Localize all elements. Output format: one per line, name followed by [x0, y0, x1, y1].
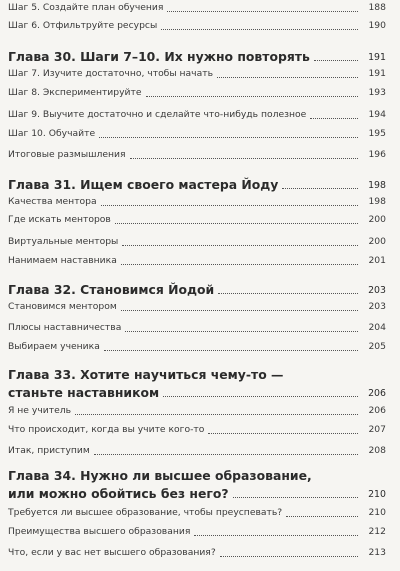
toc-chapter-heading: [8, 49, 386, 64]
toc-entry: [8, 526, 386, 538]
toc-title: Что происходит, когда вы учите кого-то: [8, 424, 205, 435]
toc-title: Итак, приступим: [8, 445, 90, 456]
toc-leader-dots: [218, 293, 358, 294]
toc-page-number: 188: [368, 2, 386, 13]
toc-page-number: 205: [368, 341, 386, 352]
toc-entry: [8, 20, 386, 32]
toc-page-number: 198: [368, 180, 386, 191]
toc-entry: [8, 405, 386, 417]
toc-page-number: 193: [368, 87, 386, 98]
toc-page-number: 195: [368, 128, 386, 139]
toc-chapter-heading-line1: Глава 33. Хотите научиться чему-то —: [8, 367, 284, 382]
toc-title: Шаг 8. Экспериментируйте: [8, 87, 142, 98]
toc-title: Глава 32. Становимся Йодой: [8, 282, 215, 297]
toc-title: Итоговые размышления: [8, 149, 126, 160]
toc-entry: [8, 236, 386, 248]
toc-leader-dots: [75, 414, 358, 415]
toc-leader-dots: [101, 205, 358, 206]
toc-chapter-heading-line1: Глава 34. Нужно ли высшее образование,: [8, 468, 312, 483]
toc-title: Где искать менторов: [8, 214, 111, 225]
toc-entry: [8, 445, 386, 457]
toc-leader-dots: [122, 245, 358, 246]
toc-title: Качества ментора: [8, 196, 97, 207]
toc-entry: [8, 214, 386, 226]
toc-page-number: 200: [368, 214, 386, 225]
toc-leader-dots: [161, 29, 358, 30]
toc-leader-dots: [167, 11, 358, 12]
toc-leader-dots: [104, 350, 358, 351]
toc-title: Шаг 7. Изучите достаточно, чтобы начать: [8, 68, 213, 79]
toc-leader-dots: [163, 396, 358, 397]
toc-title: станьте наставником: [8, 385, 160, 400]
toc-title: Выбираем ученика: [8, 341, 100, 352]
toc-page-number: 210: [368, 489, 386, 500]
toc-entry: [8, 87, 386, 99]
toc-title: Требуется ли высшее образование, чтобы преуспевать?: [8, 507, 283, 518]
toc-entry: [8, 301, 386, 313]
toc-page-number: 210: [368, 507, 386, 518]
toc-page-number: 213: [368, 547, 386, 558]
toc-page-number: 204: [368, 322, 386, 333]
toc-leader-dots: [286, 516, 358, 517]
toc-title: Шаг 9. Выучите достаточно и сделайте что-нибудь полезное: [8, 109, 307, 120]
toc-chapter-heading: [8, 177, 386, 192]
toc-page-number: 196: [368, 149, 386, 160]
toc-page-number: 198: [368, 196, 386, 207]
toc-leader-dots: [121, 310, 358, 311]
toc-leader-dots: [94, 454, 358, 455]
toc-page-number: 191: [368, 52, 386, 63]
toc-leader-dots: [99, 137, 358, 138]
toc-leader-dots: [146, 96, 358, 97]
toc-leader-dots: [233, 497, 358, 498]
toc-leader-dots: [130, 158, 358, 159]
toc-leader-dots: [220, 556, 358, 557]
toc-page-number: 206: [368, 405, 386, 416]
toc-page-number: 194: [368, 109, 386, 120]
toc-title: Виртуальные менторы: [8, 236, 119, 247]
toc-chapter-heading: [8, 385, 386, 400]
toc-page-number: 208: [368, 445, 386, 456]
toc-leader-dots: [121, 264, 358, 265]
toc-entry: [8, 149, 386, 161]
toc-leader-dots: [217, 77, 358, 78]
toc-page-number: 201: [368, 255, 386, 266]
toc-title: Преимущества высшего образования: [8, 526, 191, 537]
toc-leader-dots: [125, 331, 358, 332]
toc-page-number: 207: [368, 424, 386, 435]
toc-entry: [8, 109, 386, 121]
toc-page-number: 212: [368, 526, 386, 537]
toc-entry: [8, 128, 386, 140]
toc-entry: [8, 255, 386, 267]
toc-title: Нанимаем наставника: [8, 255, 117, 266]
toc-leader-dots: [208, 433, 358, 434]
toc-entry: [8, 196, 386, 208]
toc-title: Что, если у вас нет высшего образования?: [8, 547, 216, 558]
toc-leader-dots: [194, 535, 358, 536]
toc-title: Шаг 5. Создайте план обучения: [8, 2, 164, 13]
toc-entry: [8, 2, 386, 14]
toc-title: Шаг 6. Отфильтруйте ресурсы: [8, 20, 158, 31]
toc-title: Глава 31. Ищем своего мастера Йоду: [8, 177, 279, 192]
toc-entry: [8, 547, 386, 559]
toc-leader-dots: [314, 60, 358, 61]
toc-leader-dots: [282, 188, 358, 189]
toc-page-number: 191: [368, 68, 386, 79]
toc-page-number: 203: [368, 285, 386, 296]
toc-entry: [8, 322, 386, 334]
toc-title: Шаг 10. Обучайте: [8, 128, 96, 139]
toc-title: Плюсы наставничества: [8, 322, 122, 333]
toc-title: Глава 30. Шаги 7–10. Их нужно повторять: [8, 49, 310, 64]
toc-entry: [8, 68, 386, 80]
toc-entry: [8, 424, 386, 436]
toc-leader-dots: [310, 118, 358, 119]
toc-entry: [8, 341, 386, 353]
toc-page-number: 206: [368, 388, 386, 399]
toc-title: или можно обойтись без него?: [8, 486, 229, 501]
toc-page-number: 200: [368, 236, 386, 247]
toc-title: Я не учитель: [8, 405, 72, 416]
toc-title: Становимся ментором: [8, 301, 117, 312]
toc-leader-dots: [115, 223, 358, 224]
toc-page-number: 190: [368, 20, 386, 31]
toc-chapter-heading: [8, 486, 386, 501]
toc-chapter-heading: [8, 282, 386, 297]
toc-entry: [8, 507, 386, 519]
toc-page-number: 203: [368, 301, 386, 312]
